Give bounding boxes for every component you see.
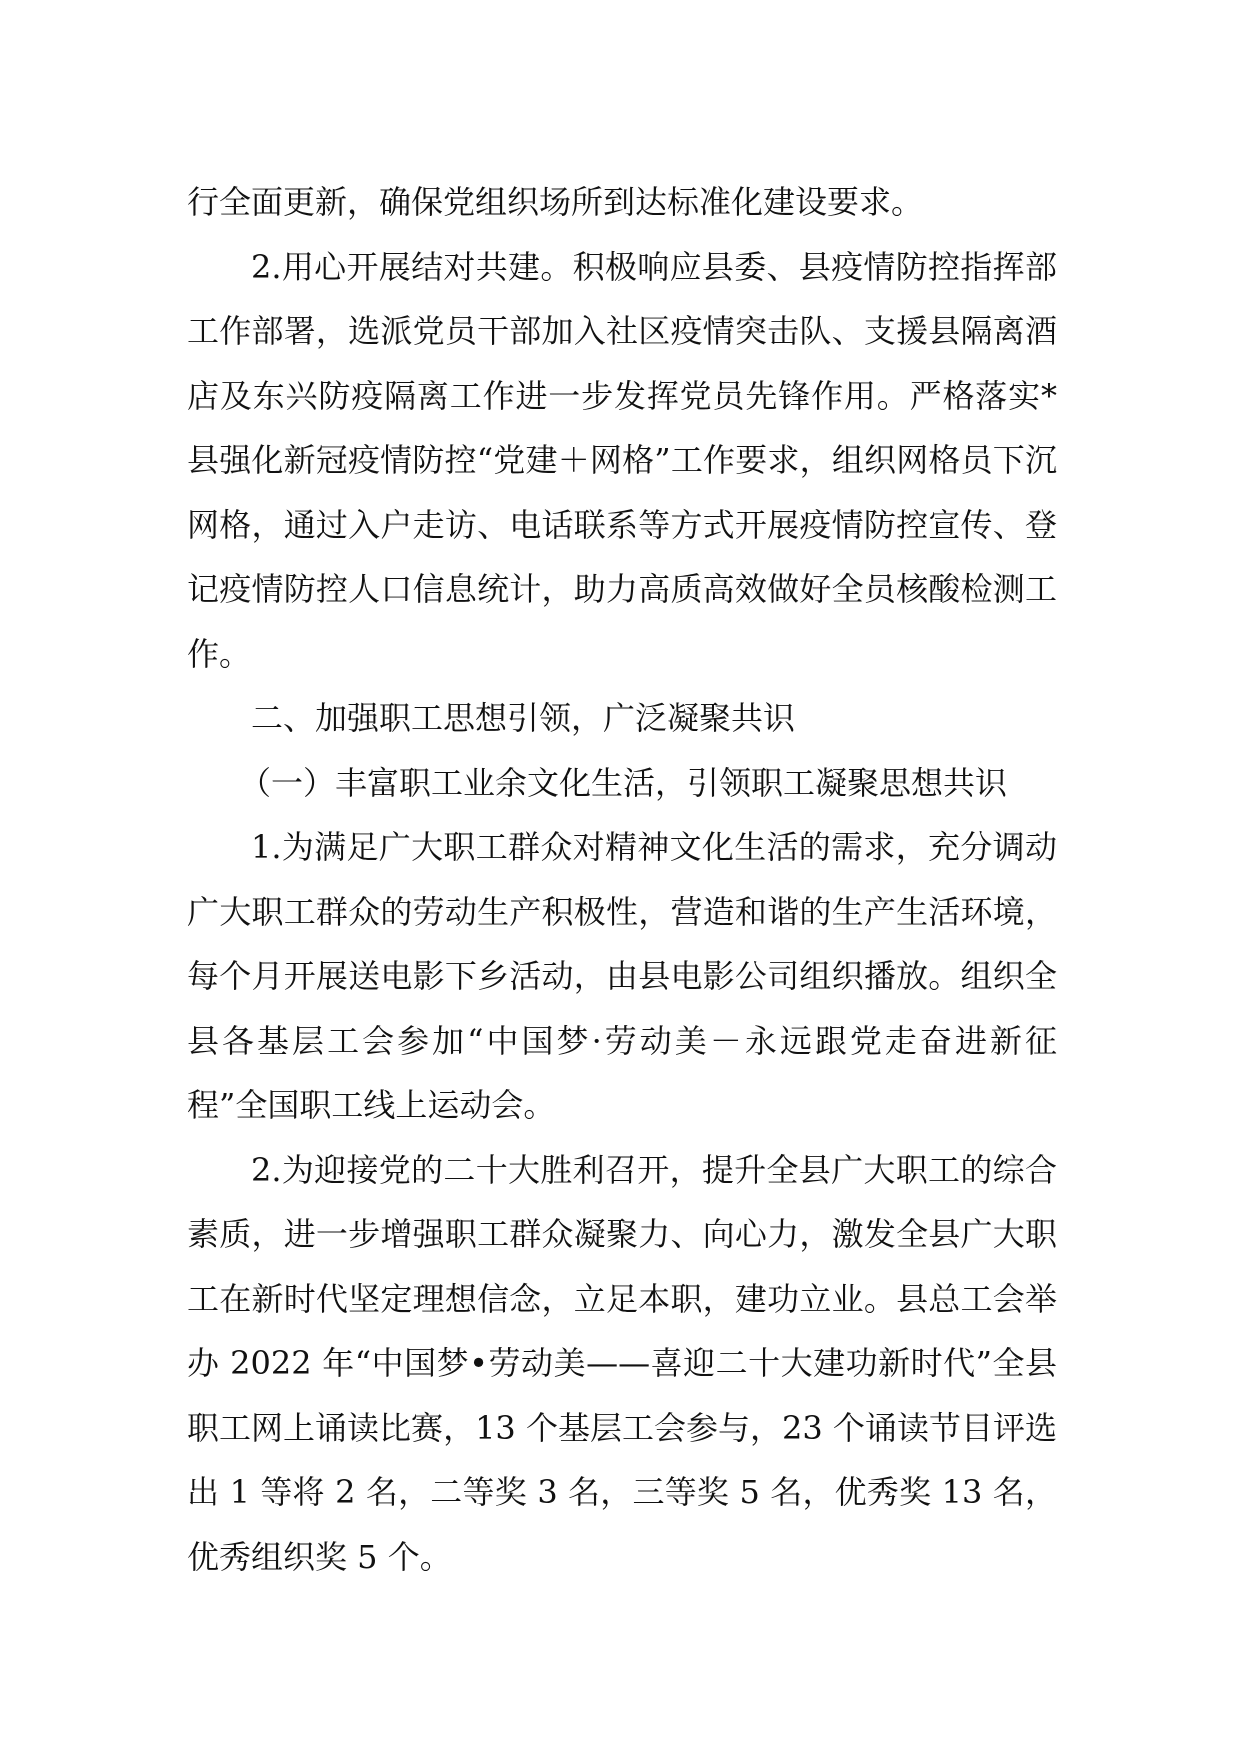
paragraph-continuation: 行全面更新，确保党组织场所到达标准化建设要求。	[187, 183, 924, 221]
paragraph-cultural-activities: 1.为满足广大职工群众对精神文化生活的需求，充分调动广大职工群众的劳动生产积极性，营造和谐的生产生活环境，每个月开展送电影下乡活动，由县电影公司组织播放。组织全县各基层工会参加“中国梦·劳动美－永远跟党走奋进新征程”全国职工线上运动会。	[187, 828, 1057, 1124]
document-body	[187, 170, 1057, 1589]
paragraph-pairing-construction: 2.用心开展结对共建。积极响应县委、县疫情防控指挥部工作部署，选派党员干部加入社区疫情突击队、支援县隔离酒店及东兴防疫隔离工作进一步发挥党员先锋作用。严格落实*县强化新冠疫情防控“党建＋网格”工作要求，组织网格员下沉网格，通过入户走访、电话联系等方式开展疫情防控宣传、登记疫情防控人口信息统计，助力高质高效做好全员核酸检测工作。	[187, 247, 1057, 673]
paragraph-reading-contest: 2.为迎接党的二十大胜利召开，提升全县广大职工的综合素质，进一步增强职工群众凝聚力、向心力，激发全县广大职工在新时代坚定理想信念，立足本职，建功立业。县总工会举办 2022 年“中国梦•劳动美——喜迎二十大建功新时代”全县职工网上诵读比赛，13 个基层工会参与，23 个诵读节目评选出 1 等将 2 名，二等奖 3 名，三等奖 5 名，优秀奖 13 名，优秀组织奖 5 个。	[187, 1150, 1057, 1576]
subsection-heading-cultural-life: （一）丰富职工业余文化生活，引领职工凝聚思想共识	[239, 763, 1008, 802]
section-heading-ideological-guidance: 二、加强职工思想引领，广泛凝聚共识	[251, 699, 796, 737]
